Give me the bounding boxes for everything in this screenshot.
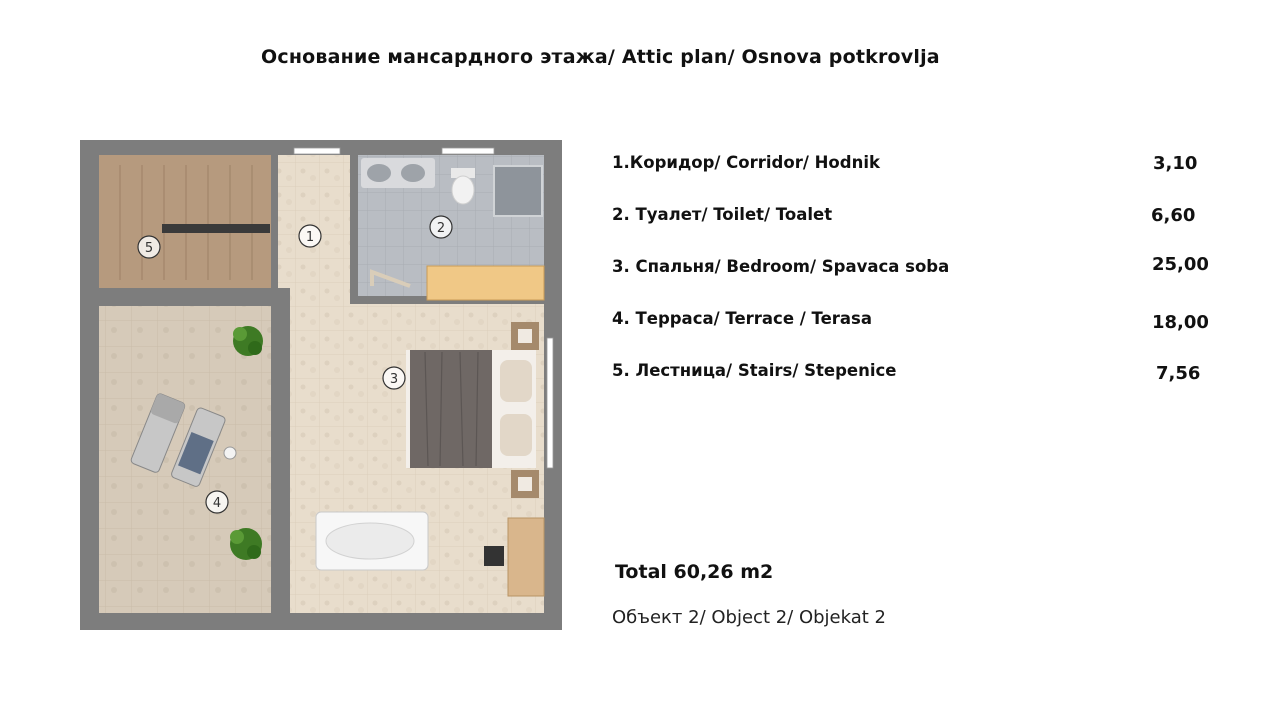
svg-text:5: 5	[144, 241, 154, 256]
room-marker-1	[299, 225, 321, 247]
sink	[367, 164, 391, 182]
desk	[508, 518, 544, 596]
floor-plan	[80, 138, 562, 630]
sink	[401, 164, 425, 182]
corridor-floor	[278, 155, 350, 295]
svg-text:2: 2	[436, 221, 446, 236]
room-area-toilet: 6,60	[1151, 205, 1196, 226]
room-marker-3	[383, 367, 405, 389]
room-label-toilet: 2. Туалет/ Toilet/ Toalet	[612, 205, 833, 224]
side-table	[224, 447, 236, 459]
svg-text:3: 3	[389, 372, 399, 387]
page-title: Основание мансардного этажа/ Attic plan/ Osnova potkrovlja	[261, 46, 940, 68]
total-area: Total 60,26 m2	[615, 561, 774, 583]
window	[442, 148, 494, 154]
pillow	[500, 414, 532, 456]
room-area-corridor: 3,10	[1153, 153, 1198, 174]
chair	[484, 546, 504, 566]
room-marker-5	[138, 236, 160, 258]
stair-handrail	[162, 224, 270, 233]
room-label-stairs: 5. Лестница/ Stairs/ Stepenice	[612, 361, 897, 380]
room-marker-4	[206, 491, 228, 513]
plant	[233, 326, 263, 356]
svg-text:1: 1	[305, 230, 315, 245]
window	[294, 148, 340, 154]
toilet-bowl	[452, 176, 474, 204]
window	[547, 338, 553, 468]
room-area-stairs: 7,56	[1156, 363, 1201, 384]
svg-text:4: 4	[212, 496, 222, 511]
room-marker-2	[430, 216, 452, 238]
shower-tray	[494, 166, 542, 216]
object-label: Объект 2/ Object 2/ Objekat 2	[612, 607, 886, 628]
bed-cover	[410, 350, 492, 468]
room-label-corridor: 1.Коридор/ Corridor/ Hodnik	[612, 153, 880, 172]
room-area-bedroom: 25,00	[1152, 254, 1209, 275]
bathroom-cabinet	[427, 266, 544, 300]
plant	[230, 528, 262, 560]
room-label-bedroom: 3. Спальня/ Bedroom/ Spavaca soba	[612, 257, 950, 276]
room-label-terrace: 4. Терраса/ Terrace / Terasa	[612, 309, 873, 328]
pillow	[500, 360, 532, 402]
room-area-terrace: 18,00	[1152, 312, 1209, 333]
